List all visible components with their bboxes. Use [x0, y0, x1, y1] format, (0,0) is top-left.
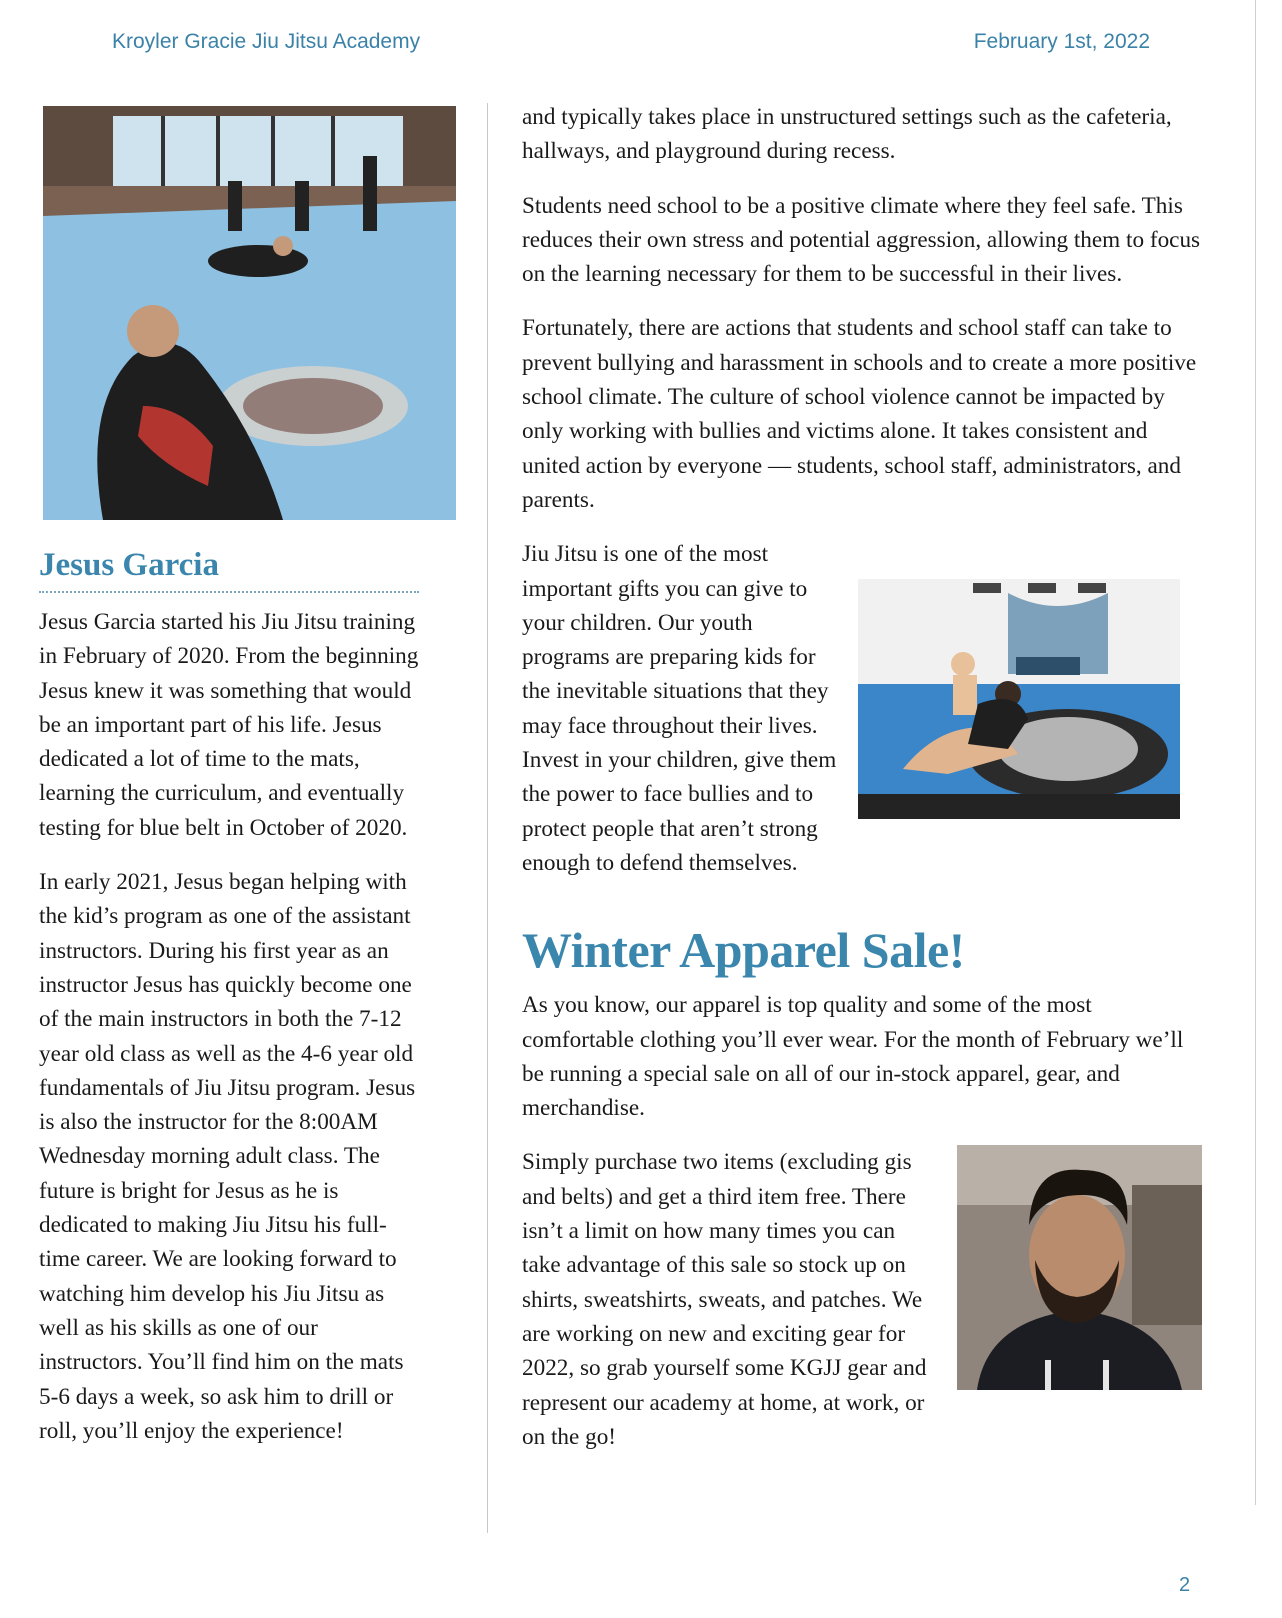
article-paragraph: Students need school to be a positive climate where they feel safe. This reduces their own stress and potential aggression, allowing them to focus on the learning necessary for them to be successful in their lives.: [522, 192, 1201, 288]
page-number: 2: [1179, 1574, 1191, 1596]
column-divider: [487, 103, 488, 1533]
article-paragraph: Fortunately, there are actions that students and school staff can take to prevent bullying and harassment in schools and to create a more positive school climate. The culture of school violence cannot be impacted by only working with bullies and victims alone. It takes consistent and united action by everyone — students, school staff, administrators, and parents.: [522, 315, 1197, 513]
dotted-divider: [39, 591, 419, 593]
jesus-portrait-photo: [957, 1145, 1202, 1390]
sale-paragraph: Simply purchase two items (excluding gis and belts) and get a third item free. There isn’t a limit on how many times you can take advantage of this sale so stock up on shirts, sweatshirts, sweats, and patches. We are working on new and exciting gear for 2022, so grab yourself some KGJJ gear and represent our academy at home, at work, or on the go!: [522, 1149, 927, 1450]
article-paragraph: and typically takes place in unstructured settings such as the cafeteria, hallways, and playground during recess.: [522, 104, 1172, 165]
class-mat-photo: [43, 106, 456, 520]
profile-section: [39, 545, 419, 1468]
kids-training-photo: [858, 579, 1180, 819]
sale-paragraph: As you know, our apparel is top quality and some of the most comfortable clothing you’ll ever wear. For the month of February we’ll be running a special sale on all of our in-stock apparel, gear, and merchandise.: [522, 992, 1184, 1122]
profile-name-heading: Jesus Garcia: [39, 547, 219, 583]
article-column: [522, 100, 1202, 1474]
header-date: February 1st, 2022: [973, 30, 1150, 53]
header-academy-name: Kroyler Gracie Jiu Jitsu Academy: [112, 30, 421, 53]
article-paragraph: Jiu Jitsu is one of the most important gifts you can give to your children. Our youth programs are preparing kids for the inevitable situations that they may face throughout their lives. Invest in your children, give them the power to face bullies and to protect people that aren’t strong enough to defend themselves.: [522, 541, 837, 876]
profile-paragraph: Jesus Garcia started his Jiu Jitsu training in February of 2020. From the beginning Jesus knew it was something that would be an important part of his life. Jesus dedicated a lot of time to the mats, learning the curriculum, and eventually testing for blue belt in October of 2020.: [39, 609, 419, 841]
page-edge-rule: [1255, 0, 1256, 1505]
profile-paragraph: In early 2021, Jesus began helping with the kid’s program as one of the assistant instructors. During his first year as an instructor Jesus has quickly become one of the main instructors in both the 7-12 year old class as well as the 4-6 year old fundamentals of Jiu Jitsu program. Jesus is also the instructor for the 8:00AM Wednesday morning adult class. The future is bright for Jesus as he is dedicated to making Jiu Jitsu his full-time career. We are looking forward to watching him develop his Jiu Jitsu as well as his skills as one of our instructors. You’ll find him on the mats 5-6 days a week, so ask him to drill or roll, you’ll enjoy the experience!: [39, 869, 416, 1444]
sale-heading: Winter Apparel Sale!: [522, 922, 965, 979]
